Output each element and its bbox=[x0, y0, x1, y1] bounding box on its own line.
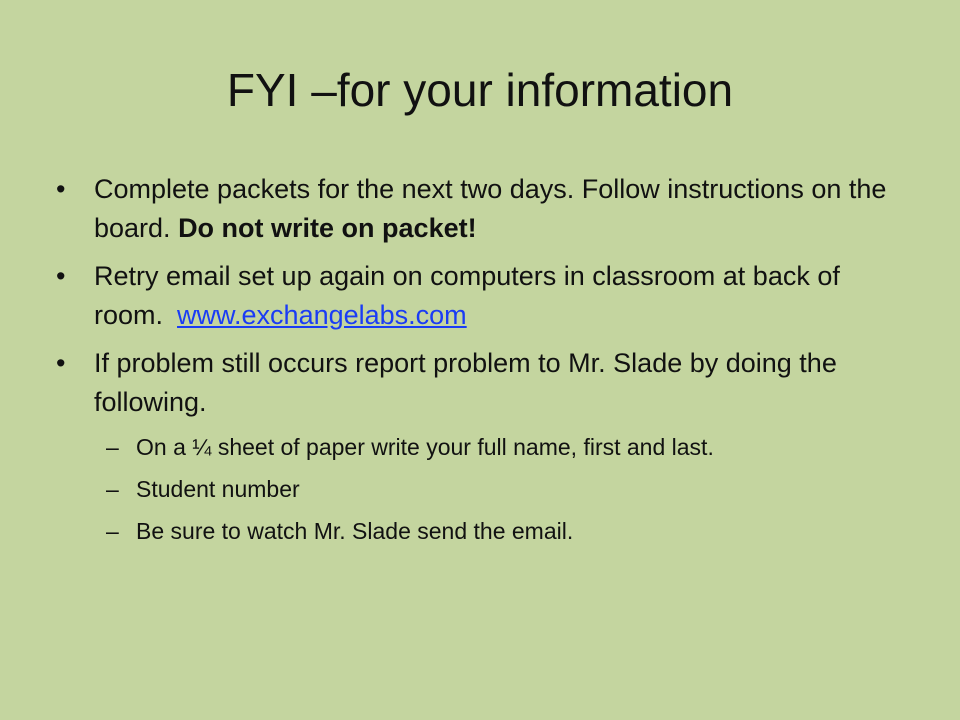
bullet-icon: • bbox=[56, 174, 66, 204]
bullet-item-email-retry bbox=[56, 257, 906, 335]
dash-icon: – bbox=[106, 476, 119, 502]
bullet-item-packets bbox=[56, 170, 906, 248]
bullet-text: If problem still occurs report problem to Mr. Slade by doing the following. bbox=[94, 348, 837, 417]
bullet-item-report-problem bbox=[56, 344, 906, 422]
sub-bullet-student-number bbox=[56, 473, 906, 505]
bullet-bold-warning: Do not write on packet! bbox=[178, 213, 477, 243]
bullet-text: Retry email set up again on computers in classroom at back of room. bbox=[94, 261, 840, 330]
sub-bullet-text: On a ¼ sheet of paper write your full name, first and last. bbox=[136, 434, 714, 460]
bullet-icon: • bbox=[56, 261, 66, 291]
dash-icon: – bbox=[106, 518, 119, 544]
sub-bullet-name bbox=[56, 431, 906, 463]
exchangelabs-link[interactable]: www.exchangelabs.com bbox=[177, 300, 467, 330]
dash-icon: – bbox=[106, 434, 119, 460]
bullet-icon: • bbox=[56, 348, 66, 378]
sub-bullet-watch-email bbox=[56, 515, 906, 547]
sub-bullet-text: Student number bbox=[136, 476, 300, 502]
slide-title: FYI –for your information bbox=[226, 64, 734, 116]
slide-content bbox=[56, 170, 906, 557]
sub-bullet-text: Be sure to watch Mr. Slade send the email. bbox=[136, 518, 574, 544]
bullet-text: Complete packets for the next two days. Follow instructions on the board. bbox=[94, 174, 887, 243]
